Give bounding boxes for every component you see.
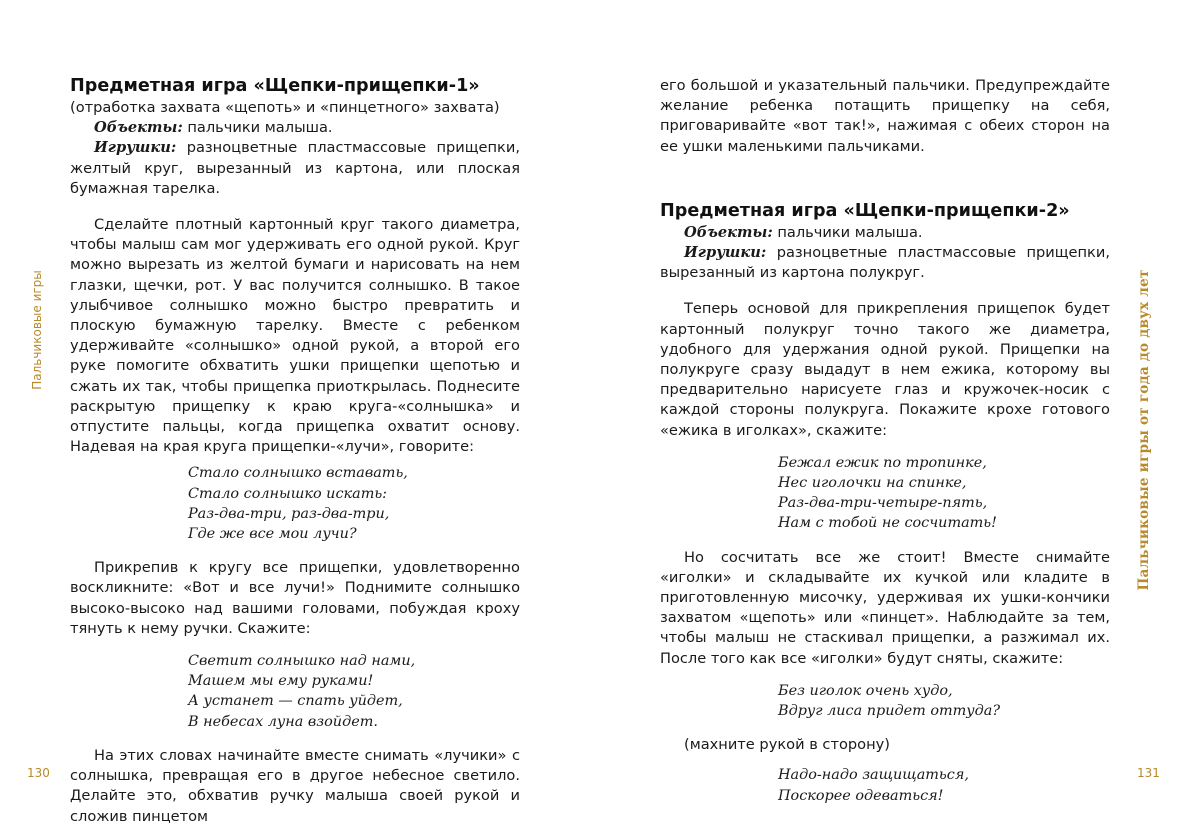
right-running-title: Пальчиковые игры от года до двух лет <box>1136 269 1152 591</box>
objects-text: пальчики малыша. <box>777 223 923 241</box>
verse-line: Нес иголочки на спинке, <box>778 475 967 492</box>
game-1-verse-2 <box>188 651 520 732</box>
game-1-heading: Предметная игра «Щепки-прищепки-1» <box>70 76 480 96</box>
game-1-objects <box>70 118 520 138</box>
verse-line: Без иголок очень худо, <box>778 682 953 699</box>
left-page-number: 130 <box>27 766 50 780</box>
verse-line: Бежал ежик по тропинке, <box>778 454 987 471</box>
verse-line: Вдруг лиса придет оттуда? <box>778 703 1001 720</box>
verse-line: Светит солнышко над нами, <box>188 653 416 670</box>
game-2-objects <box>660 223 1110 243</box>
game-1-paragraph-3: На этих словах начинайте вместе снимать «лучики» с солнышка, превращая его в другое небесное светило. Делайте это, обхватив ручку малыша своей рукой и сложив пинцетом <box>70 746 520 825</box>
game-1-subheading: (отработка захвата «щепоть» и «пинцетного» захвата) <box>70 99 500 116</box>
game-2-verse-3 <box>778 765 1110 805</box>
game-1-toys <box>70 138 520 199</box>
game-2-paragraph-2: Но сосчитать все же стоит! Вместе снимайте «иголки» и складывайте их кучкой или кладите в приготовленную мисочку, удерживая их ушки-кончики захватом «щепоть» или «пинцет». Наблюдайте за тем, чтобы малыш не стаскивал прищепки, а разжимал их. После того как все «иголки» будут сняты, скажите: <box>660 548 1110 667</box>
verse-line: В небесах луна взойдет. <box>188 713 378 730</box>
left-page <box>70 74 520 827</box>
verse-line: Стало солнышко вставать, <box>188 465 408 482</box>
game-1-verse-1 <box>188 463 520 544</box>
right-page-number: 131 <box>1137 766 1160 780</box>
game-1-paragraph-2: Прикрепив к кругу все прищепки, удовлетворенно воскликните: «Вот и все лучи!» Поднимите солнышко высоко-высоко над вашими головами, побуждая кроху тянуть к нему ручки. Скажите: <box>70 559 520 637</box>
objects-text: пальчики малыша. <box>187 119 333 137</box>
right-page <box>660 76 1110 806</box>
game-2-toys <box>660 243 1110 283</box>
game-2-verse-1 <box>778 453 1110 534</box>
left-running-title: Пальчиковые игры <box>30 270 44 390</box>
verse-line: Стало солнышко искать: <box>188 485 388 502</box>
toys-text: разноцветные пластмассовые прищепки, желтый круг, вырезанный из картона, или плоская бумажная тарелка. <box>70 139 520 197</box>
verse-line: Машем мы ему руками! <box>188 673 374 690</box>
objects-label: Объекты: <box>684 223 773 241</box>
objects-label: Объекты: <box>94 119 183 137</box>
game-2-heading: Предметная игра «Щепки-прищепки-2» <box>660 200 1070 221</box>
toys-label: Игрушки: <box>94 139 177 157</box>
verse-line: Раз-два-три, раз-два-три, <box>188 505 390 522</box>
verse-line: Нам с тобой не сосчитать! <box>778 515 997 532</box>
verse-line: А устанет — спать уйдет, <box>188 693 403 710</box>
verse-line: Где же все мои лучи? <box>188 526 357 543</box>
game-1-paragraph-1: Сделайте плотный картонный круг такого диаметра, чтобы малыш сам мог удерживать его одной рукой. Круг можно вырезать из желтой бумаги и нарисовать на нем глазки, щечки, рот. У вас получится солнышко. В такое улыбчивое солнышко можно быстро превратить и плоскую бумажную тарелку. Вместе с ребенком удерживайте «солнышко» одной рукой, а второй его руке помогите обхватить ушки прищепки щепотью и сжать их так, чтобы прищепка приоткрылась. Поднесите раскрытую прищепку к краю круга-«солнышка» и отпустите пальцы, когда прищепка охватит основу. Надевая на края круга прищепки-«лучи», говорите: <box>70 216 520 456</box>
game-2-paragraph-1: Теперь основой для прикрепления прищепок будет картонный полукруг точно такого же диаметра, удобного для удержания одной рукой. Прищепки на полукруге сразу выдадут в нем ежика, которому вы предварительно нарисуете глаз и кружочек-носик с каждой стороны полукруга. Покажите крохе готового «ежика в иголках», скажите: <box>660 300 1110 439</box>
game-1-continuation: его большой и указательный пальчики. Предупреждайте желание ребенка потащить прищепку на себя, приговаривайте «вот так!», нажимая с обеих сторон на ее ушки маленькими пальчиками. <box>660 77 1110 155</box>
toys-text: разноцветные пластмассовые прищепки, вырезанный из картона полукруг. <box>660 244 1110 282</box>
toys-label: Игрушки: <box>684 244 767 262</box>
verse-line: Надо-надо защищаться, <box>778 767 969 784</box>
verse-line: Поскорее одеваться! <box>778 787 944 804</box>
verse-line: Раз-два-три-четыре-пять, <box>778 495 988 512</box>
stage-direction: (махните рукой в сторону) <box>684 736 890 754</box>
game-2-verse-2 <box>778 681 1110 721</box>
